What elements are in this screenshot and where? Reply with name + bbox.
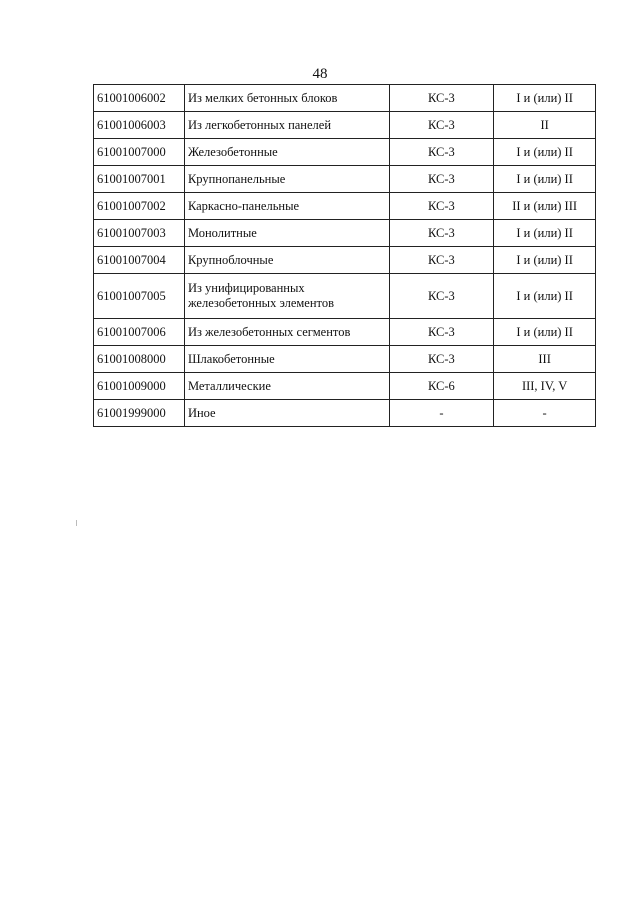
- name-cell: Металлические: [184, 373, 389, 400]
- table-row: [94, 193, 596, 220]
- name-cell: Монолитные: [184, 220, 389, 247]
- code-cell: 61001006002: [94, 85, 185, 112]
- code-cell: 61001007001: [94, 166, 185, 193]
- table-row: [94, 220, 596, 247]
- group-cell: I и (или) II: [494, 319, 596, 346]
- scan-artifact: [76, 520, 77, 526]
- group-cell: I и (или) II: [494, 274, 596, 319]
- ks-cell: КС-3: [389, 220, 494, 247]
- group-cell: I и (или) II: [494, 166, 596, 193]
- table-row: [94, 139, 596, 166]
- ks-cell: КС-3: [389, 85, 494, 112]
- name-cell: Из легкобетонных панелей: [184, 112, 389, 139]
- table-row: [94, 247, 596, 274]
- name-cell: Крупнопанельные: [184, 166, 389, 193]
- group-cell: I и (или) II: [494, 220, 596, 247]
- group-cell: I и (или) II: [494, 139, 596, 166]
- ks-cell: -: [389, 400, 494, 427]
- page-number: 48: [312, 66, 328, 82]
- ks-cell: КС-3: [389, 166, 494, 193]
- ks-cell: КС-6: [389, 373, 494, 400]
- ks-cell: КС-3: [389, 247, 494, 274]
- name-cell: Шлакобетонные: [184, 346, 389, 373]
- group-cell: I и (или) II: [494, 85, 596, 112]
- table-row: [94, 373, 596, 400]
- table-row: [94, 346, 596, 373]
- group-cell: I и (или) II: [494, 247, 596, 274]
- code-cell: 61001007000: [94, 139, 185, 166]
- group-cell: II и (или) III: [494, 193, 596, 220]
- code-cell: 61001008000: [94, 346, 185, 373]
- ks-cell: КС-3: [389, 112, 494, 139]
- ks-cell: КС-3: [389, 193, 494, 220]
- ks-cell: КС-3: [389, 139, 494, 166]
- name-cell: Железобетонные: [184, 139, 389, 166]
- ks-cell: КС-3: [389, 346, 494, 373]
- group-cell: -: [494, 400, 596, 427]
- code-cell: 61001009000: [94, 373, 185, 400]
- name-cell: Каркасно-панельные: [184, 193, 389, 220]
- code-cell: 61001007002: [94, 193, 185, 220]
- name-cell: Крупноблочные: [184, 247, 389, 274]
- code-cell: 61001007006: [94, 319, 185, 346]
- table-row: [94, 112, 596, 139]
- name-cell: Из мелких бетонных блоков: [184, 85, 389, 112]
- code-cell: 61001007005: [94, 274, 185, 319]
- group-cell: III, IV, V: [494, 373, 596, 400]
- code-cell: 61001999000: [94, 400, 185, 427]
- table-row: [94, 274, 596, 319]
- table-row: [94, 400, 596, 427]
- ks-cell: КС-3: [389, 319, 494, 346]
- group-cell: III: [494, 346, 596, 373]
- code-cell: 61001006003: [94, 112, 185, 139]
- code-cell: 61001007003: [94, 220, 185, 247]
- code-cell: 61001007004: [94, 247, 185, 274]
- table-row: [94, 166, 596, 193]
- table-row: [94, 85, 596, 112]
- table-row: [94, 319, 596, 346]
- name-cell: Иное: [184, 400, 389, 427]
- name-cell: Из железобетонных сегментов: [184, 319, 389, 346]
- name-cell: Из унифицированных железобетонных элементов: [184, 274, 389, 319]
- group-cell: II: [494, 112, 596, 139]
- classification-table: [93, 84, 596, 427]
- ks-cell: КС-3: [389, 274, 494, 319]
